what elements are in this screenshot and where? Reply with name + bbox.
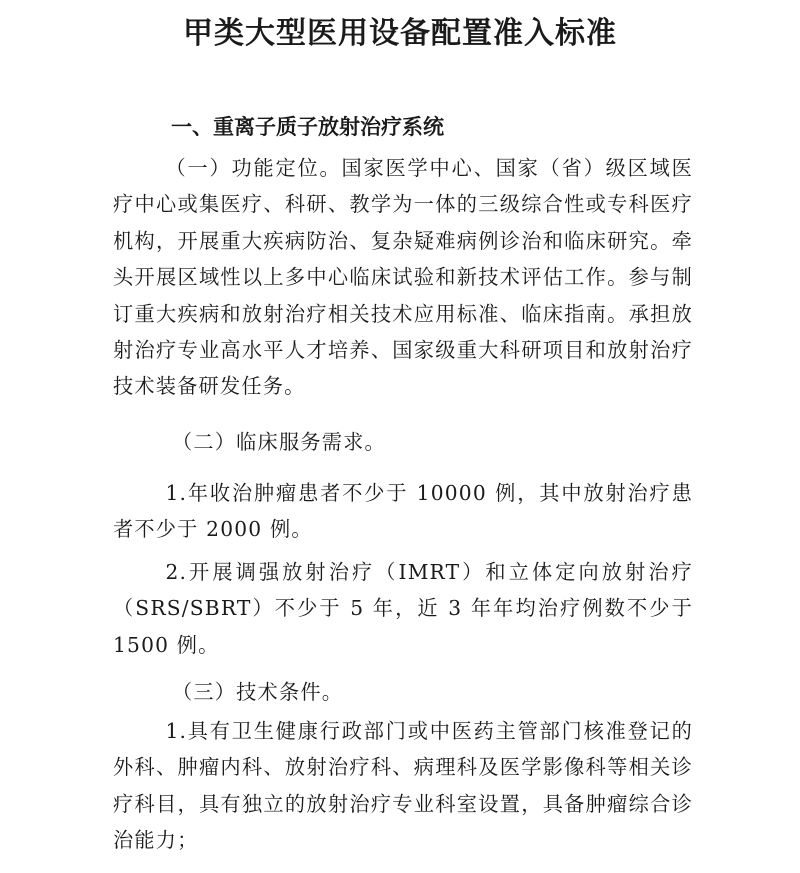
- clinical-demand-heading: （二）临床服务需求。: [172, 430, 386, 454]
- section-heading: 一、重离子质子放射治疗系统: [171, 115, 444, 139]
- clinical-demand-item-1: 1.年收治肿瘤患者不少于 10000 例，其中放射治疗患者不少于 2000 例。: [113, 481, 693, 542]
- technical-conditions-item-1: 1.具有卫生健康行政部门或中医药主管部门核准登记的外科、肿瘤内科、放射治疗科、病理科及医学影像科等相关诊疗科目，具有独立的放射治疗专业科室设置，具备肿瘤综合诊治能力；: [113, 719, 693, 853]
- document-title: 甲类大型医用设备配置准入标准: [183, 16, 617, 51]
- technical-conditions-heading: （三）技术条件。: [172, 680, 344, 704]
- functional-positioning-paragraph: （一）功能定位。国家医学中心、国家（省）级区域医疗中心或集医疗、科研、教学为一体的三级综合性或专科医疗机构，开展重大疾病防治、复杂疑难病例诊治和临床研究。牵头开展区域性以上多中心临床试验和新技术评估工作。参与制订重大疾病和放射治疗相关技术应用标准、临床指南。承担放射治疗专业高水平人才培养、国家级重大科研项目和放射治疗技术装备研发任务。: [113, 156, 693, 399]
- clinical-demand-item-2: 2.开展调强放射治疗（IMRT）和立体定向放射治疗（SRS/SBRT）不少于 5 年，近 3 年年均治疗例数不少于 1500 例。: [113, 560, 693, 657]
